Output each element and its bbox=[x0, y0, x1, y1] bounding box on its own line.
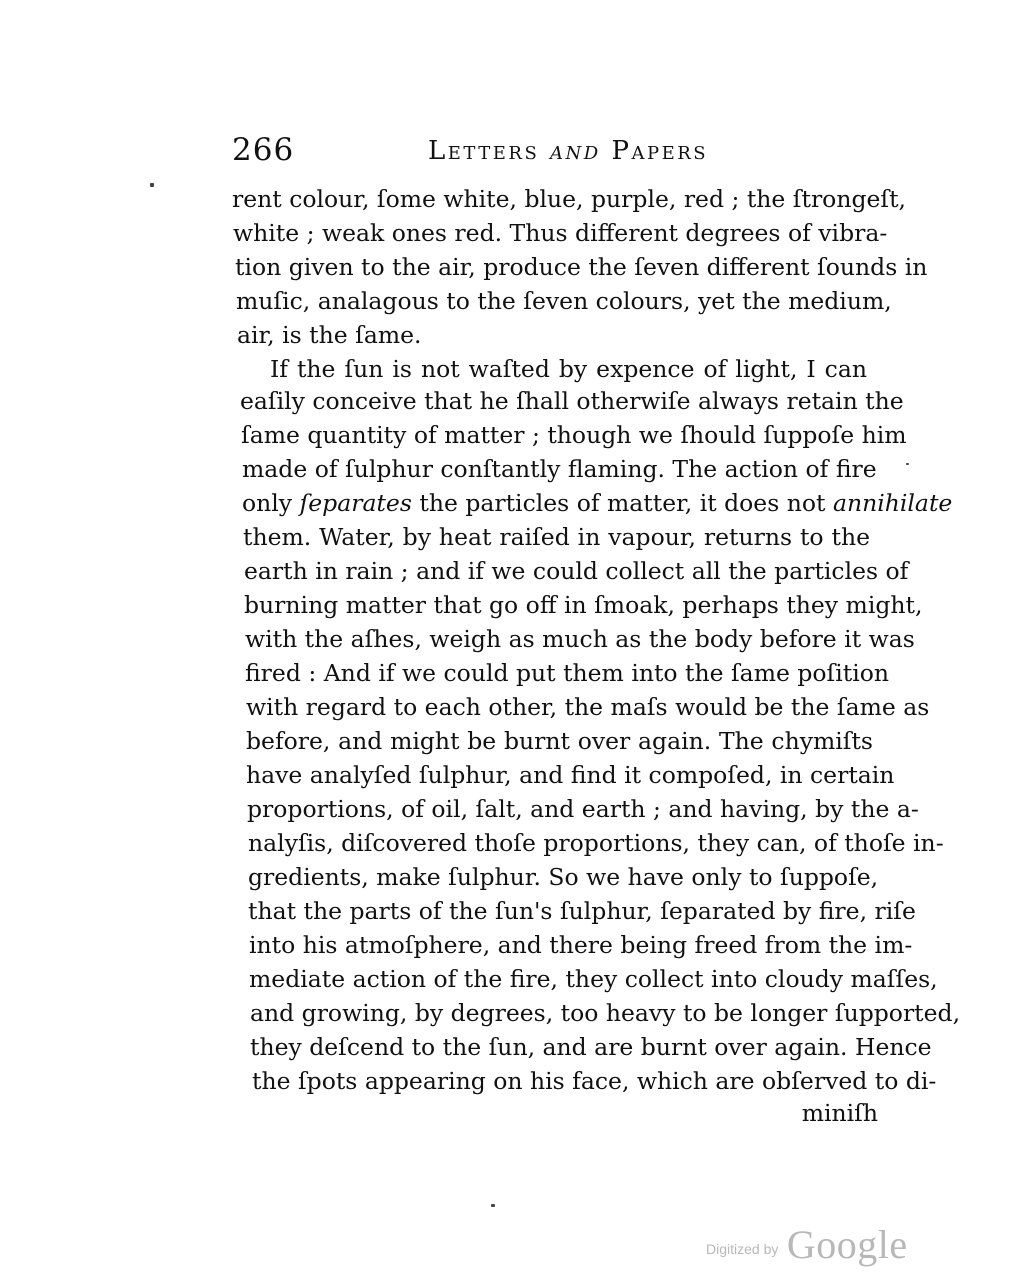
text-line: eaſily conceive that he ſhall otherwiſe always retain the bbox=[240, 387, 904, 415]
running-head-letters: Letters bbox=[428, 136, 540, 166]
text-line: they deſcend to the ſun, and are burnt over again. Hence bbox=[250, 1033, 932, 1061]
text-line: burning matter that go off in ſmoak, perhaps they might, bbox=[244, 591, 923, 619]
text-line: have analyſed ſulphur, and find it compoſed, in certain bbox=[246, 761, 895, 789]
text-line: made of ſulphur conſtantly flaming. The action of fire bbox=[242, 455, 877, 483]
google-watermark bbox=[706, 1221, 908, 1268]
text-line: the ſpots appearing on his face, which are obſerved to di- bbox=[252, 1067, 937, 1095]
running-head-and: and bbox=[550, 136, 601, 166]
scan-speck bbox=[150, 183, 154, 187]
text-segment: the particles of matter, it does not bbox=[419, 489, 826, 517]
text-line: If the ſun is not waſted by expence of light, I can bbox=[270, 355, 867, 383]
scan-speck bbox=[906, 463, 909, 465]
catchword: miniſh bbox=[801, 1099, 878, 1127]
text-line bbox=[242, 488, 953, 518]
text-line: white ; weak ones red. Thus different degrees of vibra- bbox=[233, 219, 888, 247]
running-head-papers: Papers bbox=[611, 136, 709, 166]
text-line: rent colour, ſome white, blue, purple, red ; the ſtrongeſt, bbox=[232, 185, 907, 213]
text-line: proportions, of oil, ſalt, and earth ; and having, by the a- bbox=[247, 795, 919, 823]
watermark-prefix: Digitized by bbox=[706, 1241, 779, 1257]
google-logo: Google bbox=[786, 1222, 908, 1267]
text-segment: only bbox=[242, 489, 293, 517]
text-italic: annihilate bbox=[832, 489, 953, 517]
text-line: them. Water, by heat raiſed in vapour, returns to the bbox=[243, 523, 870, 551]
text-line: air, is the ſame. bbox=[237, 321, 422, 349]
text-line: into his atmoſphere, and there being freed from the im- bbox=[249, 931, 913, 959]
text-line: gredients, make ſulphur. So we have only to ſuppoſe, bbox=[248, 863, 879, 891]
text-line: that the parts of the ſun's ſulphur, ſeparated by fire, riſe bbox=[248, 897, 916, 925]
text-line: and growing, by degrees, too heavy to be longer ſupported, bbox=[250, 999, 961, 1027]
text-line: with regard to each other, the maſs would be the ſame as bbox=[246, 693, 930, 721]
text-line: mediate action of the fire, they collect into cloudy maſſes, bbox=[249, 965, 938, 993]
text-line: nalyſis, diſcovered thoſe proportions, they can, of thoſe in- bbox=[248, 829, 944, 857]
text-line: with the aſhes, weigh as much as the body before it was bbox=[245, 625, 915, 653]
text-line: tion given to the air, produce the ſeven different ſounds in bbox=[235, 253, 928, 281]
text-line: ſame quantity of matter ; though we ſhould ſuppoſe him bbox=[241, 421, 907, 449]
text-italic: ſeparates bbox=[299, 489, 412, 517]
text-line: fired : And if we could put them into the ſame poſition bbox=[245, 659, 890, 687]
text-line: before, and might be burnt over again. The chymiſts bbox=[246, 727, 873, 755]
text-line: earth in rain ; and if we could collect all the particles of bbox=[244, 557, 909, 585]
page-number: 266 bbox=[232, 132, 295, 168]
text-line: muſic, analagous to the ſeven colours, yet the medium, bbox=[236, 287, 892, 315]
scan-speck bbox=[491, 1204, 495, 1207]
